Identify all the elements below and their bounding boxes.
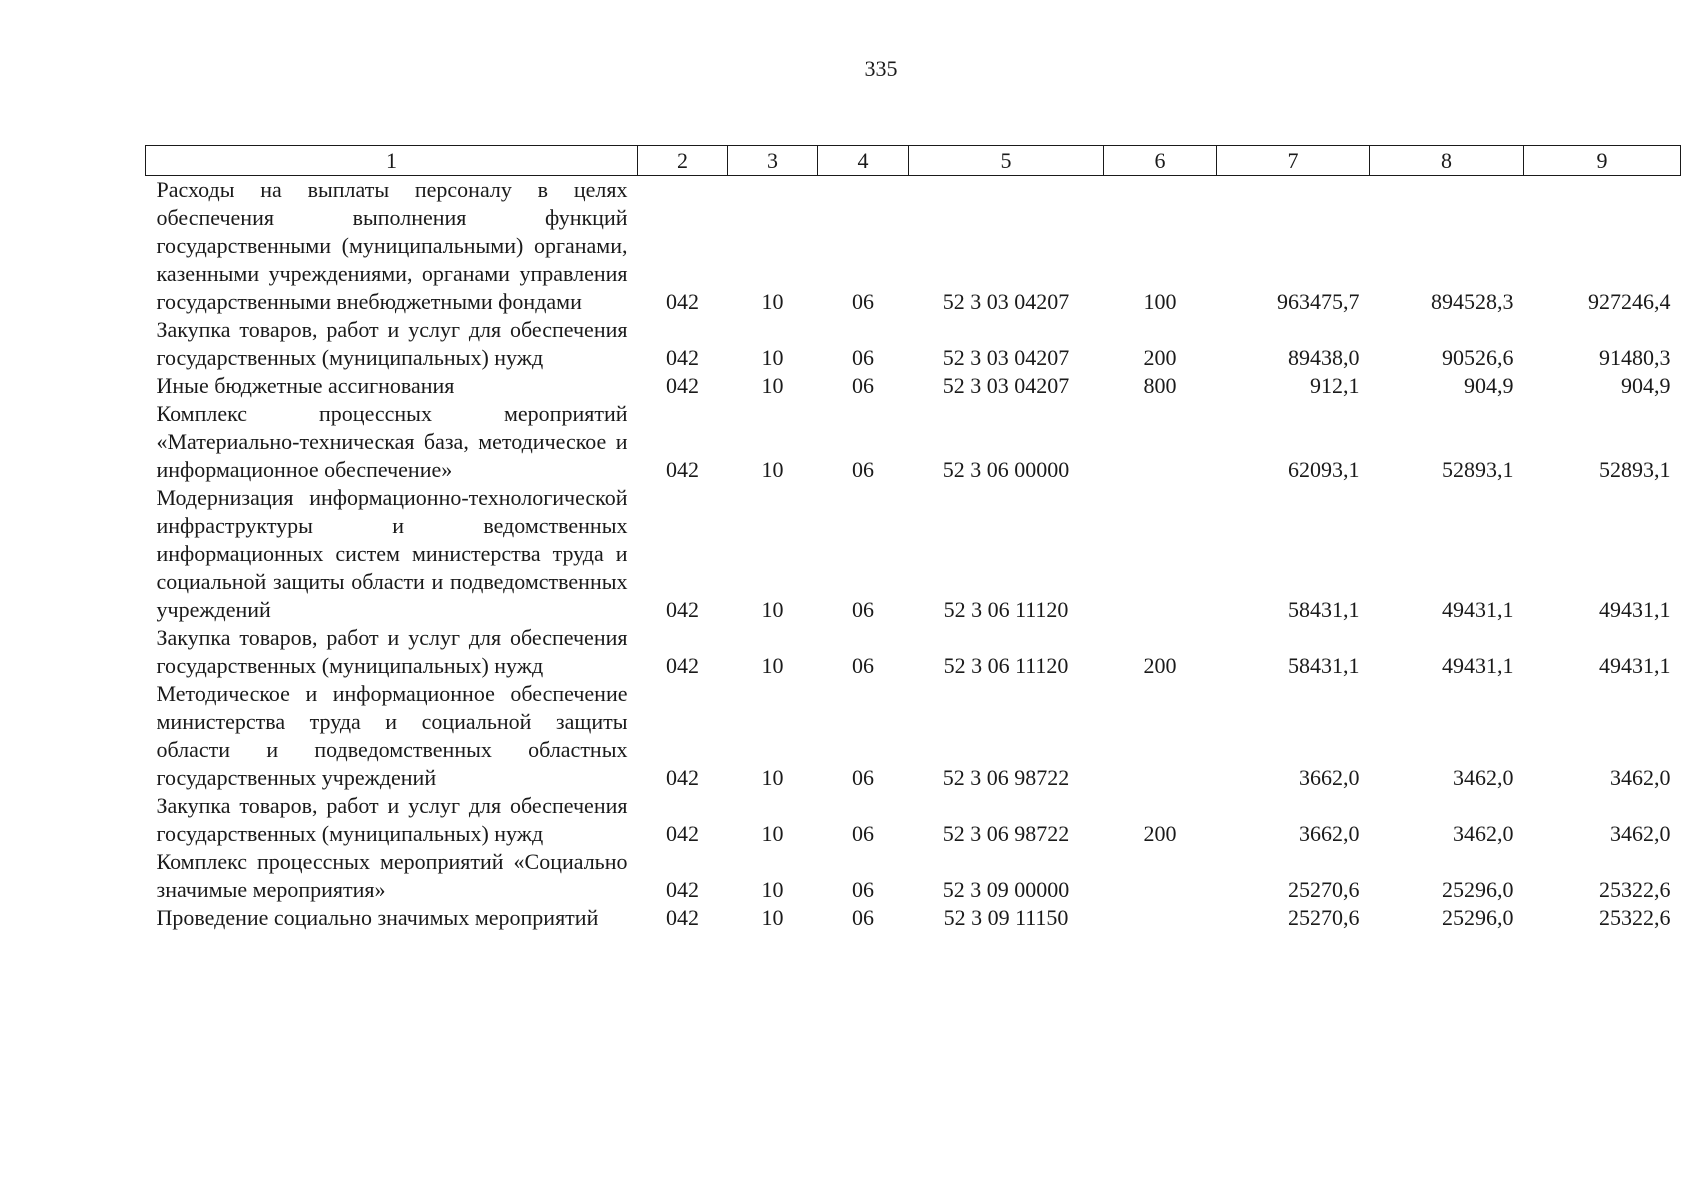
table-row <box>146 848 1681 904</box>
cell-col-5: 52 3 06 98722 <box>942 765 1070 790</box>
cell-col-8: 894528,3 <box>1431 289 1514 314</box>
header-col-2: 2 <box>638 146 728 176</box>
header-col-1: 1 <box>146 146 638 176</box>
cell-col-3: 10 <box>761 289 784 314</box>
cell-col-7: 25270,6 <box>1288 905 1360 930</box>
cell-col-4: 06 <box>852 877 874 902</box>
cell-col-8: 49431,1 <box>1442 653 1514 678</box>
row-description: Комплекс процессных мероприятий «Материально-техническая база, методическое и информационное обеспечение» <box>156 401 628 482</box>
cell-col-2: 042 <box>666 345 699 370</box>
cell-col-4: 06 <box>852 765 874 790</box>
table-body <box>146 176 1681 933</box>
cell-col-3: 10 <box>761 373 784 398</box>
cell-col-9: 904,9 <box>1621 373 1671 398</box>
cell-col-9: 25322,6 <box>1599 905 1671 930</box>
cell-col-3: 10 <box>761 457 784 482</box>
table-row <box>146 316 1681 372</box>
header-col-7: 7 <box>1217 146 1370 176</box>
cell-col-6: 100 <box>1143 289 1177 314</box>
cell-col-5: 52 3 06 98722 <box>942 821 1070 846</box>
cell-col-5: 52 3 09 00000 <box>942 877 1070 902</box>
budget-table <box>145 145 1681 932</box>
header-col-4: 4 <box>818 146 909 176</box>
cell-col-9: 3462,0 <box>1610 821 1671 846</box>
cell-col-6: 200 <box>1143 821 1177 846</box>
cell-col-3: 10 <box>761 345 784 370</box>
table-row <box>146 624 1681 680</box>
cell-col-5: 52 3 03 04207 <box>942 373 1070 398</box>
cell-col-5: 52 3 06 00000 <box>942 457 1070 482</box>
cell-col-3: 10 <box>761 905 784 930</box>
cell-col-7: 89438,0 <box>1288 345 1360 370</box>
row-description: Модернизация информационно-технологической инфраструктуры и ведомственных информационных систем министерства труда и социальной защиты области и подведомственных учреждений <box>156 485 628 622</box>
row-description: Методическое и информационное обеспечение министерства труда и социальной защиты области и подведомственных областных государственных учреждений <box>156 681 628 790</box>
page-number: 335 <box>864 56 898 81</box>
cell-col-8: 3462,0 <box>1453 821 1514 846</box>
cell-col-7: 58431,1 <box>1288 653 1360 678</box>
cell-col-9: 3462,0 <box>1610 765 1671 790</box>
header-row <box>146 146 1681 176</box>
cell-col-8: 90526,6 <box>1442 345 1514 370</box>
cell-col-6 <box>1104 904 1217 932</box>
cell-col-6: 200 <box>1143 653 1177 678</box>
cell-col-3: 10 <box>761 597 784 622</box>
cell-col-4: 06 <box>852 905 874 930</box>
cell-col-2: 042 <box>666 821 699 846</box>
cell-col-9: 52893,1 <box>1599 457 1671 482</box>
cell-col-6 <box>1104 680 1217 792</box>
cell-col-3: 10 <box>761 877 784 902</box>
cell-col-3: 10 <box>761 821 784 846</box>
table-row <box>146 372 1681 400</box>
cell-col-2: 042 <box>666 653 699 678</box>
cell-col-4: 06 <box>852 289 874 314</box>
table-row <box>146 792 1681 848</box>
cell-col-7: 963475,7 <box>1277 289 1360 314</box>
cell-col-3: 10 <box>761 653 784 678</box>
cell-col-2: 042 <box>666 765 699 790</box>
cell-col-9: 927246,4 <box>1588 289 1671 314</box>
cell-col-3: 10 <box>761 765 784 790</box>
cell-col-8: 52893,1 <box>1442 457 1514 482</box>
cell-col-8: 3462,0 <box>1453 765 1514 790</box>
cell-col-6 <box>1104 484 1217 624</box>
cell-col-7: 25270,6 <box>1288 877 1360 902</box>
cell-col-4: 06 <box>852 345 874 370</box>
cell-col-7: 3662,0 <box>1299 765 1360 790</box>
cell-col-6: 800 <box>1143 373 1177 398</box>
row-description: Закупка товаров, работ и услуг для обеспечения государственных (муниципальных) нужд <box>156 793 628 846</box>
table-row <box>146 400 1681 484</box>
cell-col-7: 3662,0 <box>1299 821 1360 846</box>
cell-col-5: 52 3 03 04207 <box>942 289 1070 314</box>
row-description: Иные бюджетные ассигнования <box>156 373 455 398</box>
header-col-3: 3 <box>728 146 818 176</box>
cell-col-8: 25296,0 <box>1442 905 1514 930</box>
row-description: Проведение социально значимых мероприятий <box>156 905 599 930</box>
cell-col-4: 06 <box>852 597 874 622</box>
cell-col-9: 25322,6 <box>1599 877 1671 902</box>
cell-col-2: 042 <box>666 457 699 482</box>
cell-col-4: 06 <box>852 821 874 846</box>
cell-col-8: 49431,1 <box>1442 597 1514 622</box>
row-description: Расходы на выплаты персоналу в целях обеспечения выполнения функций государственными (муниципальными) органами, казенными учреждениями, органами управления государственными внебюджетными фондами <box>156 177 628 314</box>
cell-col-5: 52 3 06 11120 <box>943 597 1069 622</box>
cell-col-7: 62093,1 <box>1288 457 1360 482</box>
cell-col-8: 904,9 <box>1464 373 1514 398</box>
cell-col-5: 52 3 03 04207 <box>942 345 1070 370</box>
row-description: Закупка товаров, работ и услуг для обеспечения государственных (муниципальных) нужд <box>156 625 628 678</box>
cell-col-7: 58431,1 <box>1288 597 1360 622</box>
table-header <box>146 146 1681 176</box>
header-col-5: 5 <box>909 146 1104 176</box>
cell-col-4: 06 <box>852 373 874 398</box>
header-col-6: 6 <box>1104 146 1217 176</box>
cell-col-4: 06 <box>852 457 874 482</box>
cell-col-2: 042 <box>666 905 699 930</box>
table-row <box>146 904 1681 932</box>
cell-col-5: 52 3 09 11150 <box>943 905 1069 930</box>
table-row <box>146 484 1681 624</box>
header-col-8: 8 <box>1370 146 1524 176</box>
cell-col-9: 49431,1 <box>1599 597 1671 622</box>
row-description: Комплекс процессных мероприятий «Социально значимые мероприятия» <box>156 849 628 902</box>
cell-col-7: 912,1 <box>1310 373 1360 398</box>
cell-col-2: 042 <box>666 289 699 314</box>
cell-col-2: 042 <box>666 597 699 622</box>
cell-col-9: 91480,3 <box>1599 345 1671 370</box>
cell-col-2: 042 <box>666 373 699 398</box>
cell-col-9: 49431,1 <box>1599 653 1671 678</box>
cell-col-2: 042 <box>666 877 699 902</box>
header-col-9: 9 <box>1524 146 1681 176</box>
cell-col-5: 52 3 06 11120 <box>943 653 1069 678</box>
cell-col-8: 25296,0 <box>1442 877 1514 902</box>
cell-col-4: 06 <box>852 653 874 678</box>
table-row <box>146 176 1681 317</box>
cell-col-6 <box>1104 848 1217 904</box>
cell-col-6 <box>1104 400 1217 484</box>
row-description: Закупка товаров, работ и услуг для обеспечения государственных (муниципальных) нужд <box>156 317 628 370</box>
table-row <box>146 680 1681 792</box>
cell-col-6: 200 <box>1143 345 1177 370</box>
